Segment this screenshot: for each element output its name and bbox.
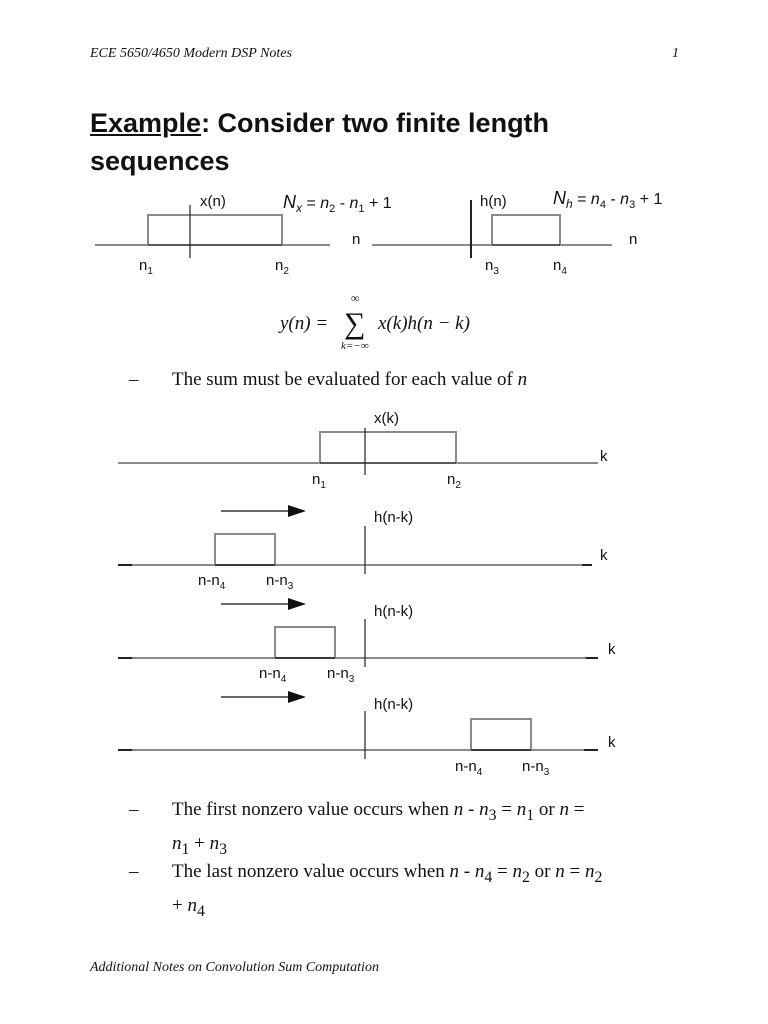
convolution-equation xyxy=(278,291,470,352)
n1-tick-label: $n_1$ xyxy=(139,257,153,277)
hnk-plot-row-3 xyxy=(118,691,616,778)
n4-tick-label: $n_4$ xyxy=(553,257,567,277)
title-lead: Example xyxy=(90,108,202,138)
hnk2-axis-k-label: k xyxy=(608,641,616,658)
bullet-dash: – xyxy=(129,799,139,820)
bullet-text: The last nonzero value occurs when $n - n_4 = n_2$ or $n = n_2$ + $n_4$ xyxy=(172,861,603,920)
hnk-plot-row-1 xyxy=(118,505,608,592)
hnk2-rect-pulse xyxy=(275,627,335,658)
hnk1-nn3-label: $n-n_3$ xyxy=(266,572,294,592)
eq-lower-limit: k=−∞ xyxy=(341,340,369,352)
shift-arrow-3-head xyxy=(288,691,306,703)
hnk1-rect-pulse xyxy=(215,534,275,565)
hnk2-nn3-label: $n-n_3$ xyxy=(327,665,355,685)
axis-n-label-left: n xyxy=(352,231,361,248)
hn-rect-pulse xyxy=(492,215,560,245)
bullet-dash: – xyxy=(129,369,139,390)
hnk3-axis-k-label: k xyxy=(608,734,616,751)
xn-plot xyxy=(95,192,392,277)
bullet-text: The first nonzero value occurs when $n - n_3 = n_1$ or n = $n_1 + n_3$ xyxy=(172,799,585,858)
axis-n-label-right: n xyxy=(629,231,638,248)
xk-axis-k-label: k xyxy=(600,448,608,465)
hnk3-nn3-label: $n-n_3$ xyxy=(522,758,550,778)
bullet-dash: – xyxy=(129,861,139,882)
eq-rhs: x(k)h(n − k) xyxy=(378,313,470,334)
hn-plot xyxy=(372,188,662,277)
running-header: ECE 5650/4650 Modern DSP Notes xyxy=(90,46,292,61)
hnk1-axis-k-label: k xyxy=(600,547,608,564)
shift-arrow-2-head xyxy=(288,598,306,610)
nx-formula: $N_x = n_2 - n_1 + 1$ xyxy=(283,192,392,215)
title-rest: : Consider two finite length sequences xyxy=(90,108,550,176)
hnk1-nn4-label: $n-n_4$ xyxy=(198,572,226,592)
xk-rect-pulse xyxy=(320,432,456,463)
eq-sigma: ∑ xyxy=(344,307,366,340)
bullet-text: The sum must be evaluated for each value of n xyxy=(172,369,528,390)
n3-tick-label: $n_3$ xyxy=(485,257,499,277)
xk-n1-tick-label: $n_1$ xyxy=(312,471,326,491)
hnk1-label: h(n-k) xyxy=(374,509,414,526)
nh-formula: $N_h = n_4 - n_3 + 1$ xyxy=(553,188,663,211)
hnk3-rect-pulse xyxy=(471,719,531,750)
xk-n2-tick-label: $n_2$ xyxy=(447,471,461,491)
n2-tick-label: $n_2$ xyxy=(275,257,289,277)
hnk2-nn4-label: $n-n_4$ xyxy=(259,665,287,685)
eq-upper-limit: ∞ xyxy=(351,291,360,305)
hnk3-label: h(n-k) xyxy=(374,696,414,713)
xn-label: x(n) xyxy=(200,193,226,210)
shift-arrow-1-head xyxy=(288,505,306,517)
hnk2-label: h(n-k) xyxy=(374,603,414,620)
running-footer: Additional Notes on Convolution Sum Computation xyxy=(90,960,379,975)
hnk3-nn4-label: $n-n_4$ xyxy=(455,758,483,778)
page-number: 1 xyxy=(672,46,679,61)
xn-rect-pulse xyxy=(148,215,282,245)
hn-label: h(n) xyxy=(480,193,507,210)
eq-lhs: y(n) = xyxy=(280,313,329,334)
xk-label: x(k) xyxy=(374,410,399,427)
xk-plot xyxy=(118,410,608,491)
hnk-plot-row-2 xyxy=(118,598,616,685)
